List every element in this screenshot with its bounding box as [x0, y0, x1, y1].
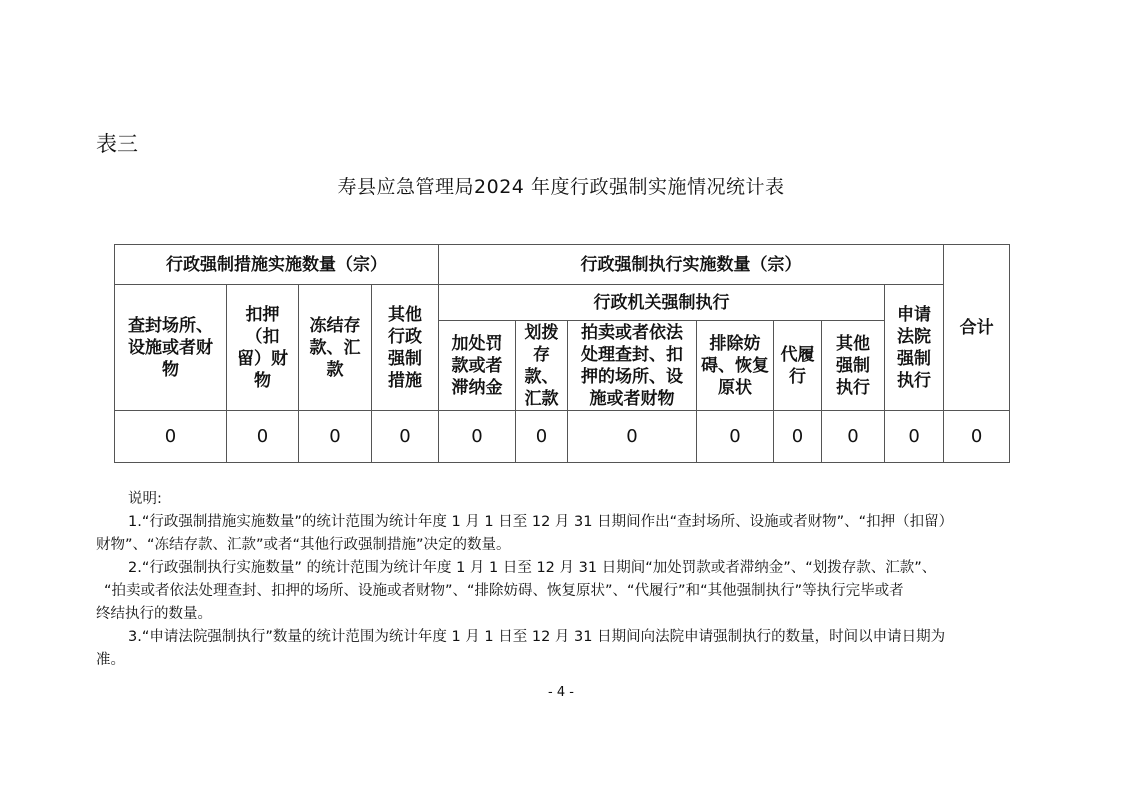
value-freeze: 0: [299, 411, 372, 463]
note-2-line-2: “拍卖或者依法处理查封、扣押的场所、设施或者财物”、“排除妨碍、恢复原状”、“代履行”和“其他强制执行”等执行完毕或者: [104, 583, 904, 599]
value-fine: 0: [439, 411, 516, 463]
value-seal: 0: [115, 411, 227, 463]
note-2-line-1: 2.“行政强制执行实施数量” 的统计范围为统计年度 1 月 1 日至 12 月 31 日期间“加处罚款或者滞纳金”、“划拨存款、汇款”、: [128, 560, 937, 576]
note-2-line-3: 终结执行的数量。: [96, 606, 212, 622]
value-court-execution: 0: [885, 411, 944, 463]
value-proxy: 0: [774, 411, 822, 463]
header-proxy: 代履行: [774, 321, 822, 411]
note-1-line-2: 财物”、“冻结存款、汇款”或者“其他行政强制措施”决定的数量。: [96, 537, 511, 553]
header-admin-execution: 行政机关强制执行: [439, 285, 885, 321]
note-3-line-2: 准。: [96, 652, 125, 668]
header-seal: 查封场所、设施或者财物: [115, 285, 227, 411]
note-1-line-1: 1.“行政强制措施实施数量”的统计范围为统计年度 1 月 1 日至 12 月 31 日期间作出“查封场所、设施或者财物”、“扣押（扣留）: [128, 514, 954, 530]
value-other-execution: 0: [822, 411, 885, 463]
table-label: 表三: [96, 132, 138, 156]
notes-heading: 说明:: [128, 491, 162, 507]
header-freeze: 冻结存款、汇款: [299, 285, 372, 411]
header-transfer: 划拨存款、汇款: [516, 321, 568, 411]
document-title: 寿县应急管理局2024 年度行政强制实施情况统计表: [337, 176, 785, 198]
header-fine: 加处罚款或者滞纳金: [439, 321, 516, 411]
header-other-measures: 其他行政强制措施: [372, 285, 439, 411]
header-court-execution: 申请法院强制执行: [885, 285, 944, 411]
header-remove-obstruction: 排除妨碍、恢复原状: [697, 321, 774, 411]
value-other-measures: 0: [372, 411, 439, 463]
value-detain: 0: [227, 411, 299, 463]
value-remove-obstruction: 0: [697, 411, 774, 463]
note-3-line-1: 3.“申请法院强制执行”数量的统计范围为统计年度 1 月 1 日至 12 月 31 日期间向法院申请强制执行的数量，时间以申请日期为: [128, 629, 946, 645]
header-auction: 拍卖或者依法处理查封、扣押的场所、设施或者财物: [568, 321, 697, 411]
header-execution-group: 行政强制执行实施数量（宗）: [439, 245, 944, 285]
notes-section: [96, 488, 1016, 672]
header-measures-group: 行政强制措施实施数量（宗）: [115, 245, 439, 285]
value-transfer: 0: [516, 411, 568, 463]
header-detain: 扣押（扣留）财物: [227, 285, 299, 411]
value-total: 0: [944, 411, 1010, 463]
page-number: - 4 -: [548, 685, 574, 700]
value-auction: 0: [568, 411, 697, 463]
header-other-execution: 其他强制执行: [822, 321, 885, 411]
header-total: 合计: [944, 245, 1010, 411]
statistics-table: [114, 244, 1010, 463]
